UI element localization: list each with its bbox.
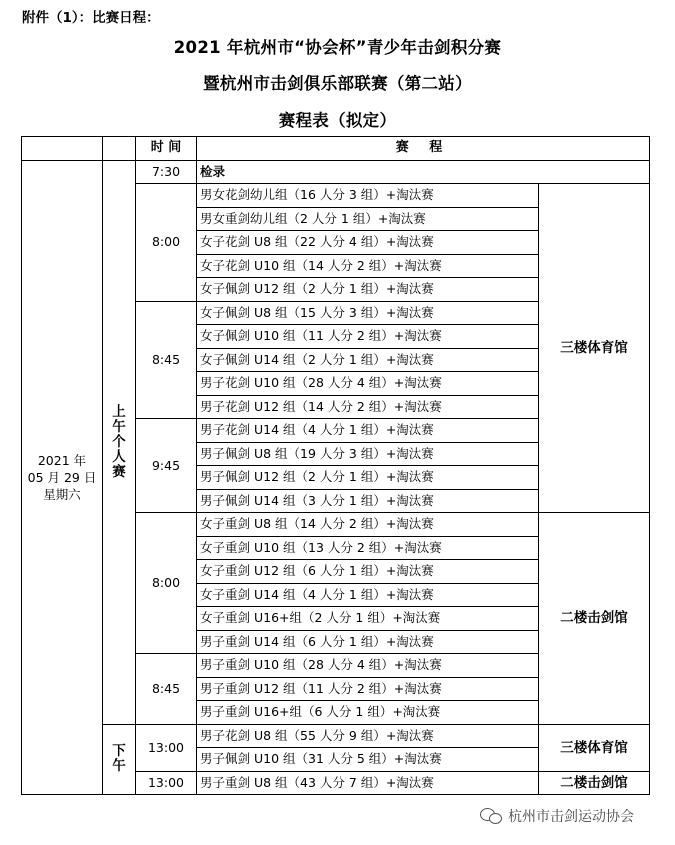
attachment-label: 附件（1）：比赛日程： bbox=[22, 10, 160, 26]
header-blank bbox=[22, 137, 103, 161]
venue-cell: 二楼击剑馆 bbox=[539, 771, 650, 795]
event-cell: 男子佩剑 U14 组（3 人分 1 组）+淘汰赛 bbox=[197, 489, 539, 513]
time-cell: 9:45 bbox=[136, 419, 197, 513]
event-cell: 女子重剑 U12 组（6 人分 1 组）+淘汰赛 bbox=[197, 560, 539, 584]
event-cell: 检录 bbox=[197, 160, 650, 184]
time-cell: 8:00 bbox=[136, 513, 197, 654]
venue-cell: 三楼体育馆 bbox=[539, 184, 650, 513]
event-cell: 男子花剑 U12 组（14 人分 2 组）+淘汰赛 bbox=[197, 395, 539, 419]
title-line-2: 暨杭州市击剑俱乐部联赛（第二站） bbox=[203, 74, 472, 93]
table-row bbox=[22, 724, 650, 748]
date-year: 2021 年 bbox=[37, 452, 87, 468]
event-cell: 女子重剑 U14 组（4 人分 1 组）+淘汰赛 bbox=[197, 583, 539, 607]
pm-char: 午 bbox=[112, 758, 126, 775]
event-cell: 男子佩剑 U8 组（19 人分 3 组）+淘汰赛 bbox=[197, 442, 539, 466]
time-cell: 8:00 bbox=[136, 184, 197, 302]
event-cell: 女子佩剑 U12 组（2 人分 1 组）+淘汰赛 bbox=[197, 278, 539, 302]
event-cell: 女子重剑 U8 组（14 人分 2 组）+淘汰赛 bbox=[197, 513, 539, 537]
date-weekday: 星期六 bbox=[43, 486, 81, 502]
header-row bbox=[22, 137, 650, 161]
header-blank-2 bbox=[103, 137, 136, 161]
pm-char: 下 bbox=[112, 743, 126, 760]
event-cell: 男子花剑 U10 组（28 人分 4 组）+淘汰赛 bbox=[197, 372, 539, 396]
am-char: 午 bbox=[112, 418, 126, 435]
time-cell: 13:00 bbox=[136, 724, 197, 771]
watermark bbox=[480, 806, 634, 826]
am-char: 赛 bbox=[112, 463, 126, 480]
event-cell: 男子重剑 U14 组（6 人分 1 组）+淘汰赛 bbox=[197, 630, 539, 654]
event-cell: 男子重剑 U8 组（43 人分 7 组）+淘汰赛 bbox=[197, 771, 539, 795]
event-cell: 女子花剑 U10 组（14 人分 2 组）+淘汰赛 bbox=[197, 254, 539, 278]
event-cell: 男子佩剑 U12 组（2 人分 1 组）+淘汰赛 bbox=[197, 466, 539, 490]
time-cell: 8:45 bbox=[136, 301, 197, 419]
am-char: 个 bbox=[112, 433, 126, 450]
watermark-text: 杭州市击剑运动协会 bbox=[508, 809, 634, 825]
date-cell bbox=[22, 160, 103, 795]
am-individual-label bbox=[103, 160, 136, 724]
time-cell: 7:30 bbox=[136, 160, 197, 184]
am-char: 上 bbox=[112, 403, 126, 420]
venue-cell: 三楼体育馆 bbox=[539, 724, 650, 771]
event-cell: 男子重剑 U12 组（11 人分 2 组）+淘汰赛 bbox=[197, 677, 539, 701]
date-day: 05 月 29 日 bbox=[27, 469, 97, 485]
event-cell: 女子重剑 U10 组（13 人分 2 组）+淘汰赛 bbox=[197, 536, 539, 560]
table-row bbox=[22, 160, 650, 184]
event-cell: 男子重剑 U16+组（6 人分 1 组）+淘汰赛 bbox=[197, 701, 539, 725]
event-cell: 男女重剑幼儿组（2 人分 1 组）+淘汰赛 bbox=[197, 207, 539, 231]
title-line-1: 2021 年杭州市“协会杯”青少年击剑积分赛 bbox=[173, 38, 502, 57]
event-cell: 女子佩剑 U8 组（15 人分 3 组）+淘汰赛 bbox=[197, 301, 539, 325]
event-cell: 男女花剑幼儿组（16 人分 3 组）+淘汰赛 bbox=[197, 184, 539, 208]
pm-label bbox=[103, 724, 136, 795]
wechat-icon bbox=[480, 808, 502, 824]
header-time: 时 间 bbox=[136, 137, 197, 161]
am-char: 人 bbox=[112, 448, 126, 465]
event-cell: 男子花剑 U14 组（4 人分 1 组）+淘汰赛 bbox=[197, 419, 539, 443]
event-cell: 女子佩剑 U14 组（2 人分 1 组）+淘汰赛 bbox=[197, 348, 539, 372]
time-cell: 13:00 bbox=[136, 771, 197, 795]
event-cell: 女子花剑 U8 组（22 人分 4 组）+淘汰赛 bbox=[197, 231, 539, 255]
event-cell: 男子花剑 U8 组（55 人分 9 组）+淘汰赛 bbox=[197, 724, 539, 748]
event-cell: 女子佩剑 U10 组（11 人分 2 组）+淘汰赛 bbox=[197, 325, 539, 349]
event-cell: 女子重剑 U16+组（2 人分 1 组）+淘汰赛 bbox=[197, 607, 539, 631]
schedule-table bbox=[21, 136, 650, 795]
event-cell: 男子重剑 U10 组（28 人分 4 组）+淘汰赛 bbox=[197, 654, 539, 678]
header-schedule: 赛 程 bbox=[197, 137, 650, 161]
venue-cell: 二楼击剑馆 bbox=[539, 513, 650, 725]
title-line-3: 赛程表（拟定） bbox=[278, 111, 397, 130]
time-cell: 8:45 bbox=[136, 654, 197, 725]
event-cell: 男子佩剑 U10 组（31 人分 5 组）+淘汰赛 bbox=[197, 748, 539, 772]
